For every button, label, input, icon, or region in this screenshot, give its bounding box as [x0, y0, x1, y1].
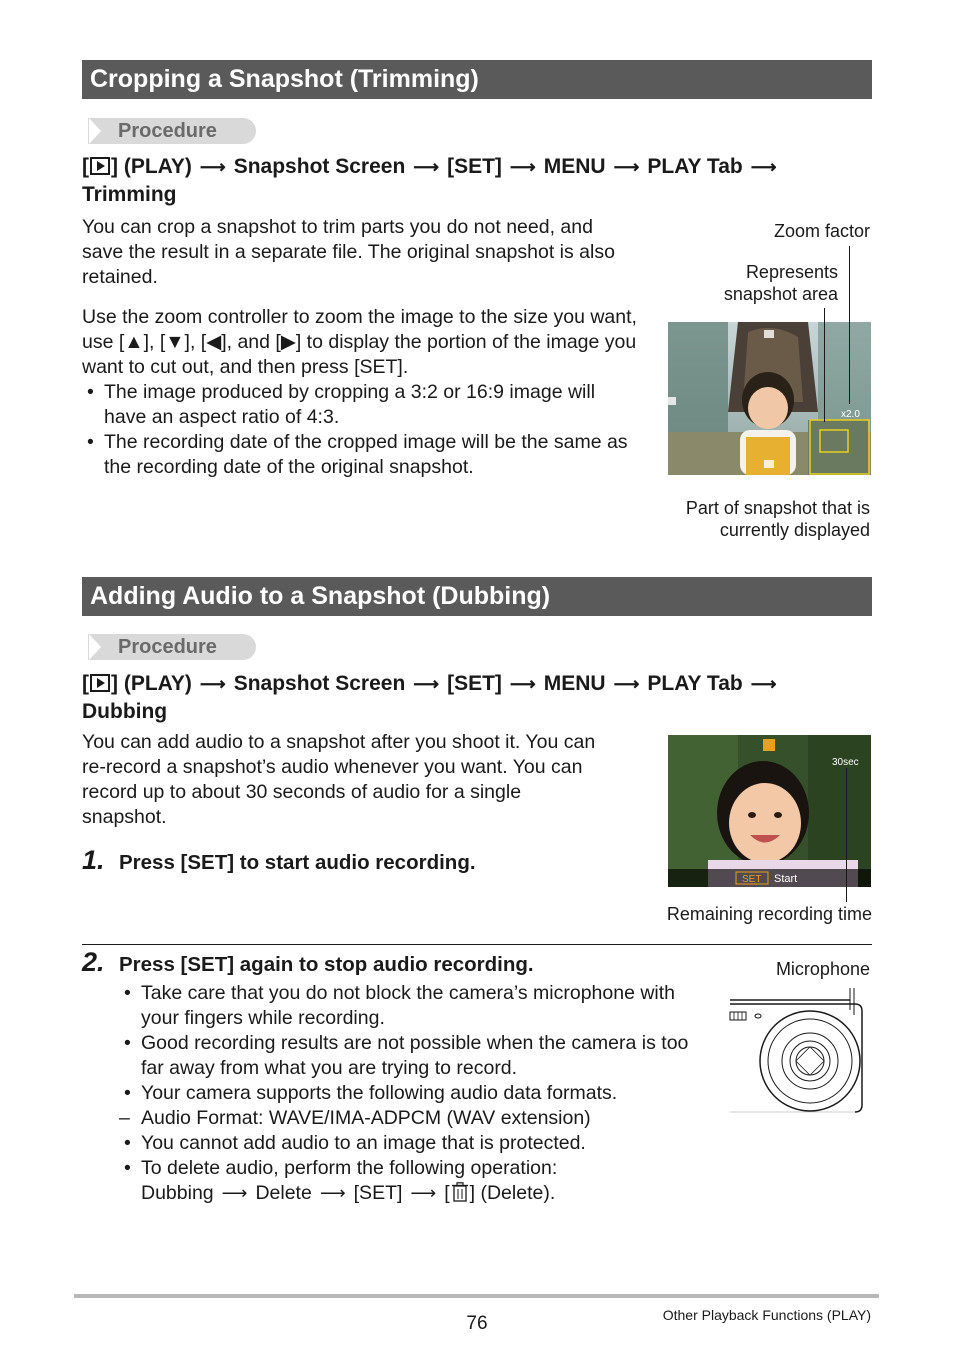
section-title-trimming: [82, 60, 872, 99]
caption-microphone: [720, 958, 870, 980]
step-1-text: Press [SET] to start audio recording.: [119, 851, 476, 874]
screen-start-label: Start: [774, 873, 798, 885]
path-item: Snapshot Screen: [233, 672, 406, 695]
bracket-open: [: [82, 155, 89, 178]
path-item: MENU: [543, 155, 606, 178]
trash-icon: [452, 1182, 468, 1209]
arrow-icon: ⟶: [319, 1183, 346, 1203]
procedure-text: Procedure: [118, 120, 217, 142]
path-item: Snapshot Screen: [233, 155, 406, 178]
path-function: Trimming: [82, 183, 177, 206]
arrow-icon: ⟶: [613, 674, 640, 694]
menu-path-dubbing: [82, 670, 872, 725]
bullet-text: To delete audio, perform the following operation:: [141, 1157, 558, 1179]
caption-text: Zoom factor: [773, 221, 870, 241]
path-item: PLAY Tab: [647, 672, 743, 695]
dash-text: Audio Format: WAVE/IMA-ADPCM (WAV extension): [141, 1107, 591, 1129]
procedure-text: Procedure: [118, 636, 217, 658]
chapter-title: Other Playback Functions (PLAY): [662, 1307, 871, 1323]
path-play: ] (PLAY): [111, 672, 192, 695]
screen-set-label: SET: [742, 874, 762, 885]
section-title-text: Adding Audio to a Snapshot (Dubbing): [90, 582, 551, 610]
arrow-icon: ⟶: [221, 1183, 248, 1203]
path-item: [SET]: [353, 1182, 403, 1204]
procedure-label-dubbing: [82, 634, 256, 660]
bullet-item: • Take care that you do not block the camera’s microphone with your fingers while recording.: [119, 981, 709, 1031]
step-2-text: Press [SET] again to stop audio recording.: [119, 953, 534, 976]
path-end: ] (Delete).: [469, 1182, 556, 1204]
paragraph: Use the zoom controller to zoom the image to the size you want, use [▲], [▼], [◀], and [▶] to display the portion of the image you want to cut out, and then press [SET].: [82, 306, 637, 378]
path-item: PLAY Tab: [647, 155, 743, 178]
path-item: [SET]: [447, 672, 502, 695]
path-item: [SET]: [447, 155, 502, 178]
leader-line: [824, 308, 825, 422]
caption-text: Represents snapshot area: [723, 262, 838, 304]
caption-text: Part of snapshot that is currently displayed: [685, 498, 870, 540]
bullet-item: • Good recording results are not possible when the camera is too far away from what you are trying to record.: [119, 1031, 709, 1081]
page-number: 76: [466, 1313, 488, 1334]
path-function: Dubbing: [82, 700, 168, 723]
arrow-icon: ⟶: [199, 157, 226, 177]
arrow-icon: ⟶: [509, 674, 536, 694]
caption-remaining-time: [640, 903, 872, 925]
arrow-icon: ⟶: [613, 157, 640, 177]
caption-zoom-factor: [700, 220, 870, 242]
trimming-screen-photo: [668, 322, 871, 475]
paragraph: You can add audio to a snapshot after you shoot it. You can re-record a snapshot’s audio whenever you want. You can record up to about 30 seconds of audio for a single snapshot.: [82, 731, 596, 828]
step-2-notes: [119, 981, 709, 1209]
caption-text: Remaining recording time: [666, 904, 872, 924]
bracket-open: [: [82, 672, 89, 695]
trimming-instructions: [82, 305, 637, 480]
arrow-icon: ⟶: [413, 157, 440, 177]
path-play: ] (PLAY): [111, 155, 192, 178]
section-title-dubbing: [82, 577, 872, 616]
path-item: Delete: [255, 1182, 312, 1204]
menu-path-trimming: [82, 153, 872, 208]
path-item: Dubbing: [141, 1182, 214, 1204]
play-icon: [90, 674, 110, 692]
dubbing-intro: [82, 730, 602, 830]
arrow-icon: ⟶: [509, 157, 536, 177]
procedure-label-trimming: [82, 118, 256, 144]
step-1-number: 1.: [82, 845, 105, 875]
bracket-open: [: [444, 1182, 450, 1204]
photo-girl-smiling: [668, 735, 871, 887]
arrow-icon: ⟶: [410, 1183, 437, 1203]
bullet-item: [119, 1156, 709, 1209]
arrow-icon: ⟶: [750, 674, 777, 694]
leader-line: [849, 246, 850, 404]
arrow-icon: ⟶: [750, 157, 777, 177]
camera-microphone-diagram: [725, 985, 870, 1115]
bullet-item: • The recording date of the cropped image will be the same as the recording date of the original snapshot.: [82, 430, 637, 480]
section-title-text: Cropping a Snapshot (Trimming): [90, 65, 479, 93]
bullet-item: • The image produced by cropping a 3:2 or 16:9 image will have an aspect ratio of 4:3.: [82, 380, 637, 430]
camera-front-illustration: [725, 985, 870, 1115]
caption-represents: [690, 261, 838, 305]
footer-rule: [74, 1294, 879, 1298]
caption-text: Microphone: [775, 959, 870, 979]
dubbing-screen-photo: [668, 735, 871, 887]
trimming-intro: [82, 215, 637, 290]
step-2-number: 2.: [82, 947, 105, 977]
step-divider: [82, 944, 872, 945]
arrow-icon: ⟶: [413, 674, 440, 694]
caption-displayed: [640, 497, 870, 541]
leader-line: [846, 768, 847, 902]
screen-time-label: 30sec: [832, 757, 859, 768]
paragraph: You can crop a snapshot to trim parts you do not need, and save the result in a separate file. The original snapshot is also retained.: [82, 216, 615, 288]
dash-mark: –: [119, 1107, 130, 1129]
bullet-item: • You cannot add audio to an image that is protected.: [119, 1131, 709, 1156]
zoom-readout: x2.0: [841, 409, 860, 420]
arrow-icon: ⟶: [199, 674, 226, 694]
play-icon: [90, 157, 110, 175]
photo-girl-tree: [668, 322, 871, 475]
path-item: MENU: [543, 672, 606, 695]
dash-item: [119, 1106, 709, 1131]
bullet-item: • Your camera supports the following audio data formats.: [119, 1081, 709, 1106]
